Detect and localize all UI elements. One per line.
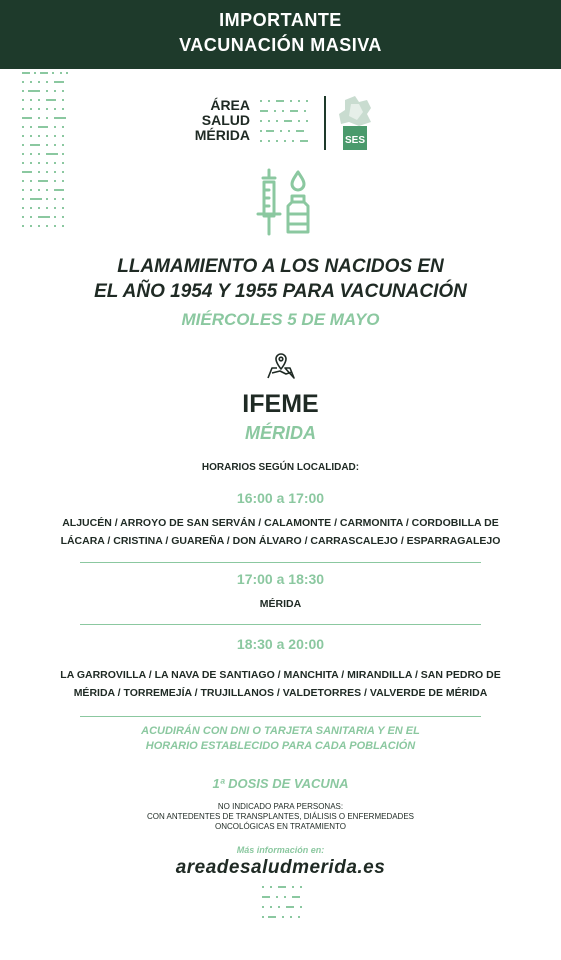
- website-link[interactable]: areadesaludmerida.es: [175, 857, 386, 878]
- title-line-2: EL AÑO 1954 Y 1955 PARA VACUNACIÓN: [94, 281, 467, 302]
- slot-1-time: 16:00 a 17:00: [236, 490, 325, 506]
- syringe-vial-icon: [256, 168, 316, 236]
- logo-dots-icon: [260, 98, 314, 148]
- slot-2-time: 17:00 a 18:30: [236, 571, 325, 587]
- slot-3-time: 18:30 a 20:00: [236, 636, 325, 652]
- header-banner: [0, 0, 561, 69]
- title-line-1: LLAMAMIENTO A LOS NACIDOS EN: [117, 256, 444, 277]
- slot-3-towns: [50, 666, 511, 702]
- slot-3-towns-line-1: LA GARROVILLA / LA NAVA DE SANTIAGO / MANCHITA / MIRANDILLA / SAN PEDRO DE: [60, 669, 501, 681]
- map-pin-icon: [266, 352, 296, 380]
- warning-line-3: ONCOLÓGICAS EN TRATAMIENTO: [215, 822, 346, 831]
- divider: [80, 624, 481, 625]
- slot-3-towns-line-2: MÉRIDA / TORREMEJÍA / TRUJILLANOS / VALDETORRES / VALVERDE DE MÉRIDA: [73, 687, 488, 699]
- divider: [80, 562, 481, 563]
- logo-text: [190, 98, 250, 143]
- area-salud-logo: [190, 96, 380, 152]
- more-info-label: Más información en:: [236, 845, 325, 855]
- header-line-1: IMPORTANTE: [219, 10, 342, 30]
- warning-line-2: CON ANTEDENTES DE TRANSPLANTES, DIÁLISIS O ENFERMEDADES: [146, 812, 415, 821]
- notice-line-2: HORARIO ESTABLECIDO PARA CADA POBLACIÓN: [145, 740, 416, 752]
- slot-1-towns-line-1: ALJUCÉN / ARROYO DE SAN SERVÁN / CALAMONTE / CARMONITA / CORDOBILLA DE: [62, 517, 499, 529]
- slot-2-towns: [50, 595, 511, 613]
- event-date: MIÉRCOLES 5 DE MAYO: [181, 310, 380, 329]
- ses-label: SES: [344, 135, 366, 146]
- logo-line-2: SALUD: [201, 112, 250, 128]
- venue-city: MÉRIDA: [245, 423, 316, 443]
- warning-line-1: NO INDICADO PARA PERSONAS:: [217, 802, 344, 811]
- slot-1-towns: [50, 514, 511, 550]
- slot-2-towns-line-1: MÉRIDA: [259, 598, 302, 610]
- logo-line-3: MÉRIDA: [194, 127, 250, 143]
- header-line-2: VACUNACIÓN MASIVA: [179, 35, 382, 55]
- venue-name: IFEME: [242, 390, 319, 418]
- logo-separator: [324, 96, 326, 150]
- dots-pattern-icon: [262, 884, 310, 924]
- slot-1-towns-line-2: LÁCARA / CRISTINA / GUAREÑA / DON ÁLVARO / CARRASCALEJO / ESPARRAGALEJO: [60, 535, 501, 547]
- schedule-label: HORARIOS SEGÚN LOCALIDAD:: [201, 462, 360, 473]
- notice-line-1: ACUDIRÁN CON DNI O TARJETA SANITARIA Y EN EL: [141, 725, 420, 737]
- logo-line-1: ÁREA: [210, 97, 250, 113]
- contraindication-warning: [0, 802, 561, 832]
- dots-pattern-icon: [22, 72, 72, 230]
- call-title: [0, 254, 561, 304]
- ses-logo-icon: [337, 96, 377, 152]
- id-notice: [0, 724, 561, 754]
- dose-label: 1ª DOSIS DE VACUNA: [212, 776, 349, 791]
- divider: [80, 716, 481, 717]
